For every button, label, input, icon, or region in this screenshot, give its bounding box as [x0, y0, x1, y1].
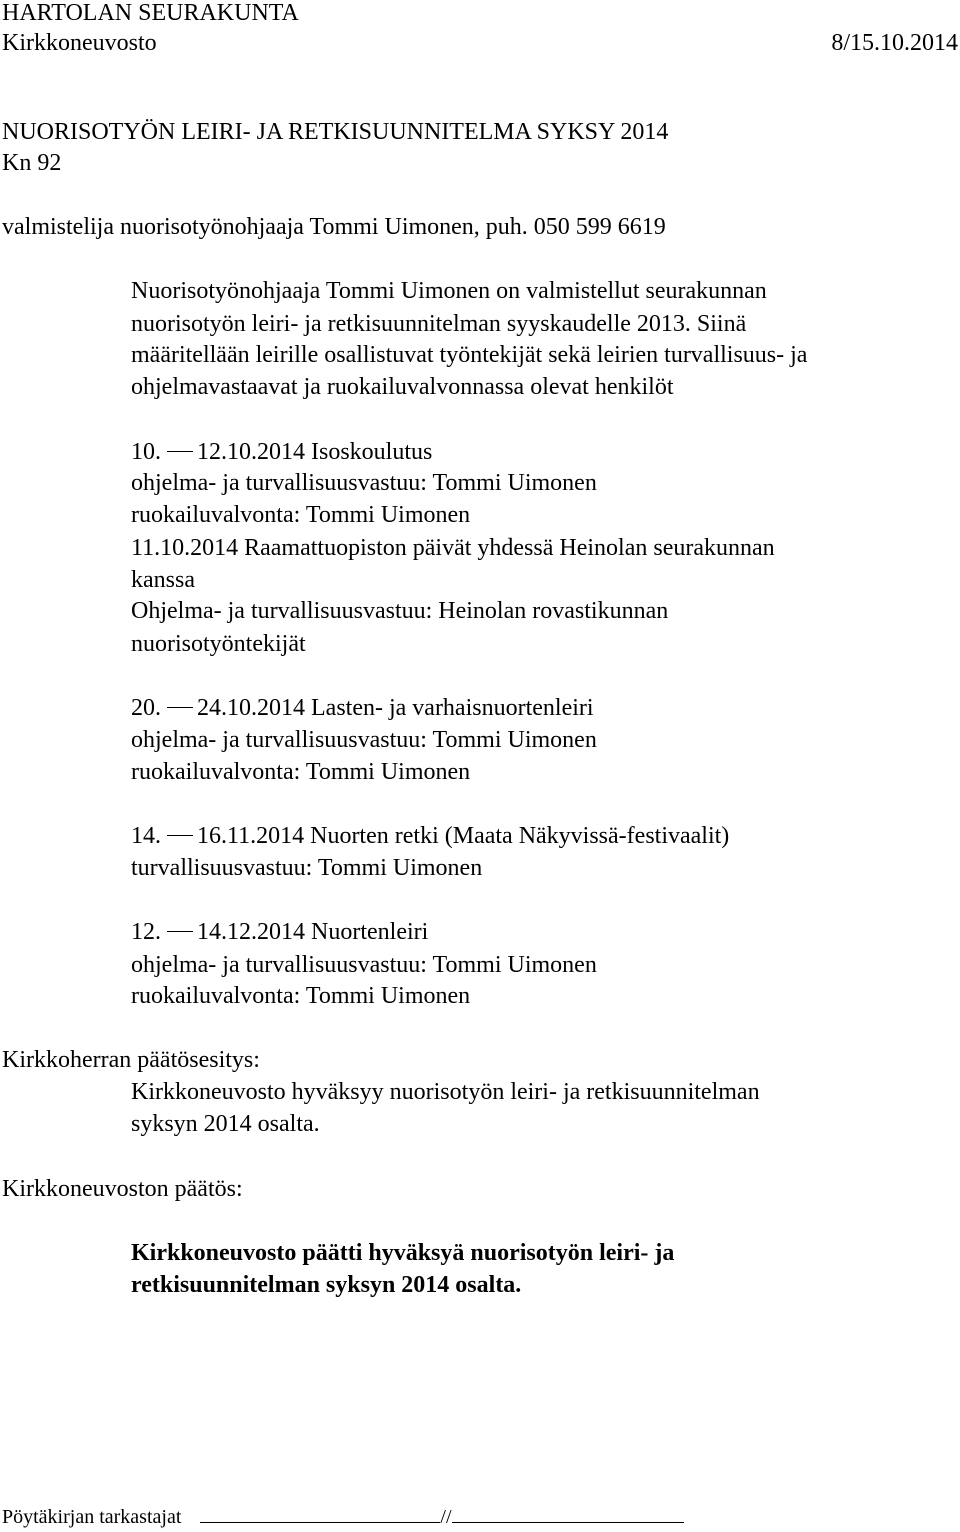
event-5-date: [131, 917, 428, 947]
event-2-responsibility-cont: nuorisotyöntekijät: [131, 631, 306, 657]
event-1-date: [131, 437, 432, 467]
document-title: NUORISOTYÖN LEIRI- JA RETKISUUNNITELMA SYKSY 2014: [2, 119, 669, 145]
proposal-line-2: syksyn 2014 osalta.: [131, 1111, 320, 1137]
meeting-body: Kirkkoneuvosto: [2, 30, 157, 56]
event-4-date: [131, 821, 729, 851]
intro-line-4: ohjelmavastaavat ja ruokailuvalvonnassa olevat henkilöt: [131, 374, 674, 400]
meeting-number: 8/15.10.2014: [831, 30, 958, 56]
event-4-title: 16.11.2014 Nuorten retki (Maata Näkyvissä-festivaalit): [197, 823, 730, 849]
event-4-start: 14.: [131, 823, 161, 849]
dash: [167, 451, 193, 452]
dash: [167, 835, 193, 836]
event-2-responsibility: Ohjelma- ja turvallisuusvastuu: Heinolan rovastikunnan: [131, 598, 669, 624]
event-5-responsibility: ohjelma- ja turvallisuusvastuu: Tommi Uimonen: [131, 952, 597, 978]
event-3-start: 20.: [131, 695, 161, 721]
footer-label: Pöytäkirjan tarkastajat: [2, 1506, 182, 1528]
event-1-start: 10.: [131, 439, 161, 465]
event-4-responsibility: turvallisuusvastuu: Tommi Uimonen: [131, 855, 483, 881]
event-1-catering: ruokailuvalvonta: Tommi Uimonen: [131, 502, 471, 528]
event-3-catering: ruokailuvalvonta: Tommi Uimonen: [131, 759, 471, 785]
event-2-title-cont: kanssa: [131, 567, 195, 593]
event-1-responsibility: ohjelma- ja turvallisuusvastuu: Tommi Uimonen: [131, 470, 597, 496]
signature-line-1: [200, 1502, 440, 1523]
decision-heading: Kirkkoneuvoston päätös:: [2, 1176, 243, 1202]
footer-signature-row: [2, 1502, 684, 1532]
item-number: Kn 92: [2, 150, 62, 176]
preparer-line: valmistelija nuorisotyönohjaaja Tommi Uimonen, puh. 050 599 6619: [2, 214, 666, 240]
footer-separator: //: [440, 1506, 452, 1528]
decision-line-1: Kirkkoneuvosto päätti hyväksyä nuorisotyön leiri- ja: [131, 1240, 675, 1266]
event-3-responsibility: ohjelma- ja turvallisuusvastuu: Tommi Uimonen: [131, 727, 597, 753]
intro-line-3: määritellään leirille osallistuvat työntekijät sekä leirien turvallisuus- ja: [131, 342, 808, 368]
parish-name: HARTOLAN SEURAKUNTA: [2, 0, 299, 26]
event-5-title: 14.12.2014 Nuortenleiri: [197, 919, 429, 945]
proposal-heading: Kirkkoherran päätösesitys:: [2, 1047, 260, 1073]
intro-line-1: Nuorisotyönohjaaja Tommi Uimonen on valmistellut seurakunnan: [131, 278, 767, 304]
event-3-title: 24.10.2014 Lasten- ja varhaisnuortenleiri: [197, 695, 594, 721]
decision-line-2: retkisuunnitelman syksyn 2014 osalta.: [131, 1272, 522, 1298]
event-2-title: 11.10.2014 Raamattuopiston päivät yhdessä Heinolan seurakunnan: [131, 535, 775, 561]
event-3-date: [131, 693, 594, 723]
event-5-catering: ruokailuvalvonta: Tommi Uimonen: [131, 983, 471, 1009]
signature-line-2: [452, 1502, 684, 1523]
dash: [167, 707, 193, 708]
event-5-start: 12.: [131, 919, 161, 945]
dash: [167, 931, 193, 932]
event-1-title: 12.10.2014 Isoskoulutus: [197, 439, 433, 465]
intro-line-2: nuorisotyön leiri- ja retkisuunnitelman syyskaudelle 2013. Siinä: [131, 311, 747, 337]
proposal-line-1: Kirkkoneuvosto hyväksyy nuorisotyön leiri- ja retkisuunnitelman: [131, 1079, 760, 1105]
